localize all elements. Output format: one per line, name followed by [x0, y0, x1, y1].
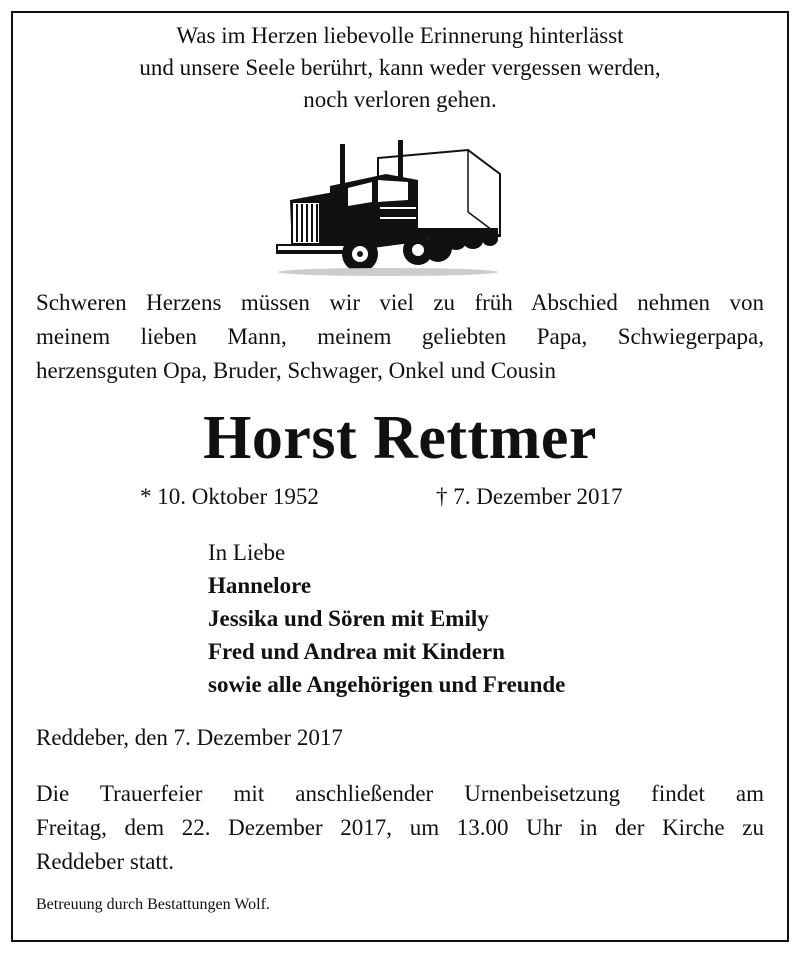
intro-line: Schweren Herzens müssen wir viel zu früh Abschied nehmen von: [36, 290, 764, 315]
mourners-list: [208, 536, 565, 701]
funeral-details: [36, 777, 764, 879]
quote-line: Was im Herzen liebevolle Erinnerung hinterlässt: [176, 23, 624, 48]
funeral-line: Reddeber statt.: [36, 849, 174, 874]
farewell-intro: [36, 286, 764, 388]
deceased-name: Horst Rettmer: [203, 404, 597, 472]
undertaker-credit: Betreuung durch Bestattungen Wolf.: [36, 896, 270, 913]
funeral-line: Freitag, dem 22. Dezember 2017, um 13.00 Uhr in der Kirche zu: [36, 815, 764, 840]
intro-line: meinem lieben Mann, meinem geliebten Papa, Schwiegerpapa,: [36, 324, 764, 349]
intro-line: herzensguten Opa, Bruder, Schwager, Onkel und Cousin: [36, 358, 557, 383]
death-date: † 7. Dezember 2017: [436, 484, 623, 509]
funeral-line: Die Trauerfeier mit anschließender Urnenbeisetzung findet am: [36, 781, 764, 806]
mourner-name: sowie alle Angehörigen und Freunde: [208, 672, 566, 697]
quote-line: und unsere Seele berührt, kann weder vergessen werden,: [139, 55, 661, 80]
mourner-name: Jessika und Sören mit Emily: [208, 606, 489, 631]
memorial-quote: [0, 20, 800, 116]
mourner-name: Hannelore: [208, 573, 312, 598]
mourner-name: Fred und Andrea mit Kindern: [208, 639, 505, 664]
birth-date: * 10. Oktober 1952: [140, 484, 319, 509]
quote-line: noch verloren gehen.: [303, 87, 497, 112]
truck-icon: [268, 138, 504, 278]
place-and-date: Reddeber, den 7. Dezember 2017: [36, 725, 343, 750]
mourners-intro: In Liebe: [208, 540, 286, 565]
